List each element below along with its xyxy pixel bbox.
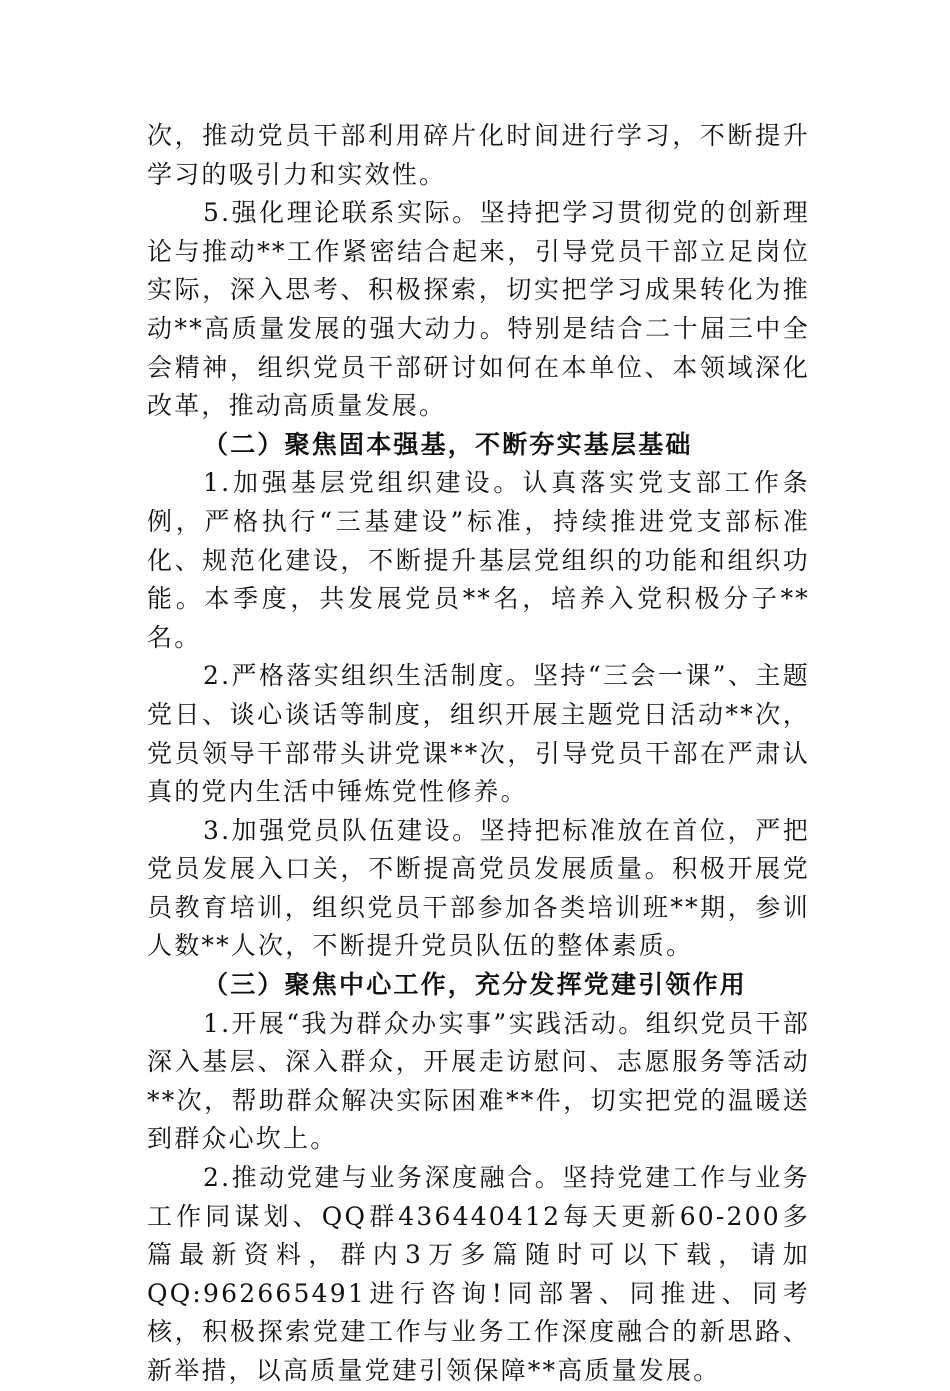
paragraph-item-3-member-team: 3.加强党员队伍建设。坚持把标准放在首位，严把党员发展入口关，不断提高党员发展质量。积极开展党员教育培训，组织党员干部参加各类培训班**期，参训人数**人次，不断提升党员队伍的整体素质。 bbox=[147, 815, 810, 961]
paragraph-item-2-integration: 2.推动党建与业务深度融合。坚持党建工作与业务工作同谋划、QQ群436440412每天更新60-200多篇最新资料，群内3万多篇随时可以下载，请加QQ:962665491进行咨询!同部署、同推进、同考核，积极探索党建工作与业务工作深度融合的新思路、新举措，以高质量党建引领保障**高质量发展。 bbox=[147, 1163, 810, 1385]
document-body bbox=[147, 117, 810, 1391]
section-heading-2: （二）聚焦固本强基，不断夯实基层基础 bbox=[203, 429, 693, 459]
paragraph-item-5-theory-practice: 5.强化理论联系实际。坚持把学习贯彻党的创新理论与推动**工作紧密结合起来，引导党员干部立足岗位实际，深入思考、积极探索，切实把学习成果转化为推动**高质量发展的强大动力。特别是结合二十届三中全会精神，组织党员干部研讨如何在本单位、本领域深化改革，推动高质量发展。 bbox=[147, 198, 810, 421]
paragraph-item-1-practical-work: 1.开展“我为群众办实事”实践活动。组织党员干部深入基层、深入群众，开展走访慰问、志愿服务等活动**次，帮助群众解决实际困难**件，切实把党的温暖送到群众心坎上。 bbox=[147, 1008, 810, 1154]
section-heading-3: （三）聚焦中心工作，充分发挥党建引领作用 bbox=[203, 970, 748, 1000]
paragraph-item-2-org-life: 2.严格落实组织生活制度。坚持“三会一课”、主题党日、谈心谈话等制度，组织开展主题党日活动**次，党员领导干部带头讲党课**次，引导党员干部在严肃认真的党内生活中锤炼党性修养。 bbox=[147, 661, 810, 807]
paragraph-continuation: 次，推动党员干部利用碎片化时间进行学习，不断提升学习的吸引力和实效性。 bbox=[147, 121, 810, 189]
paragraph-item-1-grassroots: 1.加强基层党组织建设。认真落实党支部工作条例，严格执行“三基建设”标准，持续推进党支部标准化、规范化建设，不断提升基层党组织的功能和组织功能。本季度，共发展党员**名，培养入党积极分子**名。 bbox=[147, 468, 810, 652]
